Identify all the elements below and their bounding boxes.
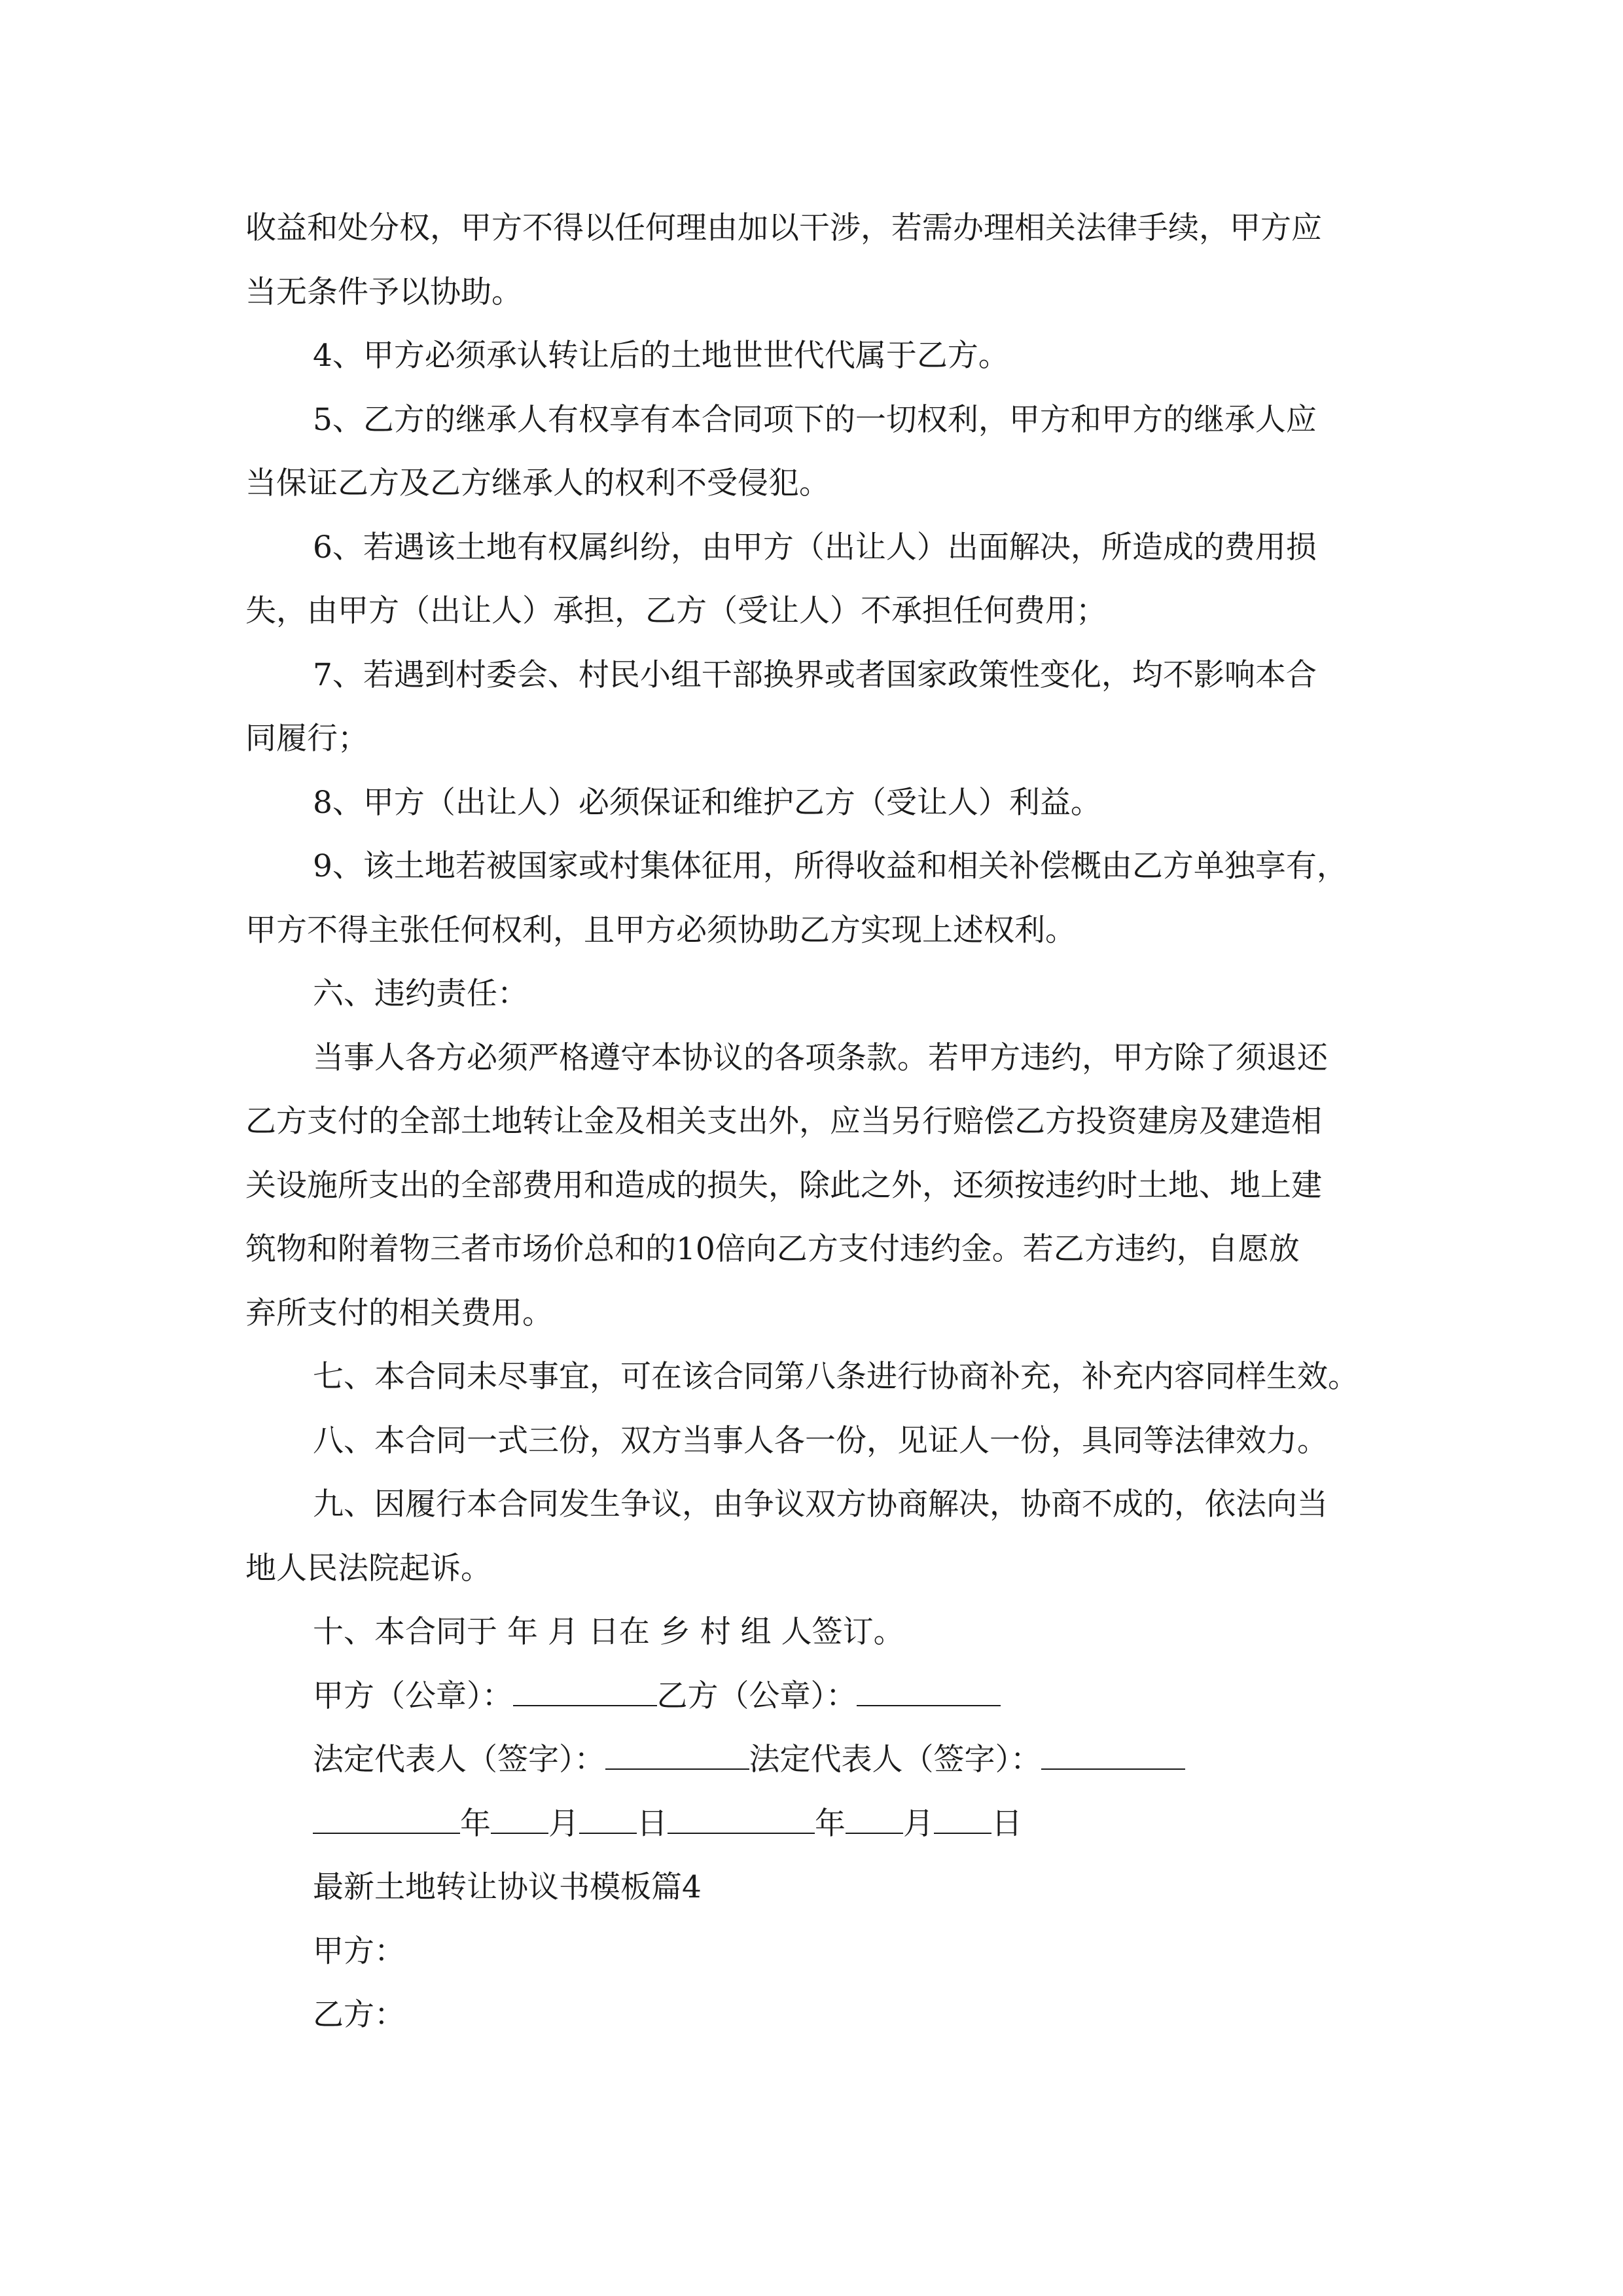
next-party-a: 甲方： bbox=[313, 1933, 405, 1969]
next-party-b: 乙方： bbox=[313, 1997, 405, 2033]
section-8: 八、本合同一式三份，双方当事人各一份，见证人一份，具同等法律效力。 bbox=[313, 1422, 1328, 1459]
rep-b-label: 法定代表人（签字）： bbox=[749, 1742, 1041, 1778]
clause-8: 8、甲方（出让人）必须保证和维护乙方（受让人）利益。 bbox=[313, 784, 1101, 821]
paragraph-line: 收益和处分权，甲方不得以任何理由加以干涉，若需办理相关法律手续，甲方应 bbox=[245, 210, 1322, 246]
paragraph-line: 同履行； bbox=[245, 721, 368, 757]
party-b-seal-blank[interactable] bbox=[857, 1679, 1001, 1706]
paragraph-line: 地人民法院起诉。 bbox=[245, 1550, 491, 1587]
rep-b-blank[interactable] bbox=[1041, 1742, 1185, 1770]
paragraph-line: 甲方不得主张任何权利，且甲方必须协助乙方实现上述权利。 bbox=[245, 912, 1076, 948]
paragraph-line: 当无条件予以协助。 bbox=[245, 274, 522, 310]
next-section-title: 最新土地转让协议书模板篇4 bbox=[313, 1869, 702, 1905]
date-a-day-blank[interactable] bbox=[579, 1806, 637, 1834]
paragraph-line: 失，由甲方（出让人）承担，乙方（受让人）不承担任何费用； bbox=[245, 593, 1107, 629]
paragraph-line: 当保证乙方及乙方继承人的权利不受侵犯。 bbox=[245, 465, 830, 501]
rep-a-label: 法定代表人（签字）： bbox=[313, 1742, 605, 1778]
paragraph-line: 筑物和附着物三者市场价总和的10倍向乙方支付违约金。若乙方违约，自愿放 bbox=[245, 1231, 1300, 1267]
date-b-day-blank[interactable] bbox=[934, 1806, 991, 1834]
seal-line bbox=[245, 1664, 1381, 1729]
date-b-year: 年 bbox=[815, 1805, 846, 1842]
rep-a-blank[interactable] bbox=[605, 1742, 749, 1770]
clause-6: 6、若遇该土地有权属纠纷，由甲方（出让人）出面解决，所造成的费用损 bbox=[313, 529, 1317, 565]
document-body bbox=[245, 196, 1381, 2047]
breach-paragraph: 当事人各方必须严格遵守本协议的各项条款。若甲方违约，甲方除了须退还 bbox=[313, 1039, 1328, 1076]
date-a-year-blank[interactable] bbox=[313, 1806, 460, 1834]
date-a-day: 日 bbox=[637, 1805, 668, 1842]
date-b-year-blank[interactable] bbox=[668, 1806, 815, 1834]
date-a-year: 年 bbox=[460, 1805, 491, 1842]
paragraph-line: 关设施所支出的全部费用和造成的损失，除此之外，还须按违约时土地、地上建 bbox=[245, 1167, 1322, 1204]
date-b-day: 日 bbox=[991, 1805, 1022, 1842]
section-heading-breach: 六、违约责任： bbox=[313, 976, 528, 1012]
paragraph-line: 弃所支付的相关费用。 bbox=[245, 1295, 553, 1331]
date-a-month-blank[interactable] bbox=[491, 1806, 548, 1834]
party-a-seal-blank[interactable] bbox=[513, 1679, 657, 1706]
date-a-month: 月 bbox=[548, 1805, 579, 1842]
clause-7: 7、若遇到村委会、村民小组干部换界或者国家政策性变化，均不影响本合 bbox=[313, 656, 1317, 693]
representative-line bbox=[245, 1728, 1381, 1792]
party-a-seal-label: 甲方（公章）： bbox=[313, 1677, 513, 1714]
section-7: 七、本合同未尽事宜，可在该合同第八条进行协商补充，补充内容同样生效。 bbox=[313, 1359, 1359, 1395]
clause-9: 9、该土地若被国家或村集体征用，所得收益和相关补偿概由乙方单独享有， bbox=[313, 848, 1347, 884]
section-10: 十、本合同于 年 月 日在 乡 村 组 人签订。 bbox=[313, 1614, 904, 1650]
date-b-month: 月 bbox=[903, 1805, 934, 1842]
party-b-seal-label: 乙方（公章）： bbox=[656, 1677, 857, 1714]
date-b-month-blank[interactable] bbox=[846, 1806, 903, 1834]
section-9: 九、因履行本合同发生争议，由争议双方协商解决，协商不成的，依法向当 bbox=[313, 1486, 1328, 1522]
clause-4: 4、甲方必须承认转让后的土地世世代代属于乙方。 bbox=[313, 338, 1009, 374]
clause-5: 5、乙方的继承人有权享有本合同项下的一切权利，甲方和甲方的继承人应 bbox=[313, 401, 1317, 438]
date-line bbox=[245, 1792, 1381, 1856]
paragraph-line: 乙方支付的全部土地转让金及相关支出外，应当另行赔偿乙方投资建房及建造相 bbox=[245, 1103, 1322, 1139]
